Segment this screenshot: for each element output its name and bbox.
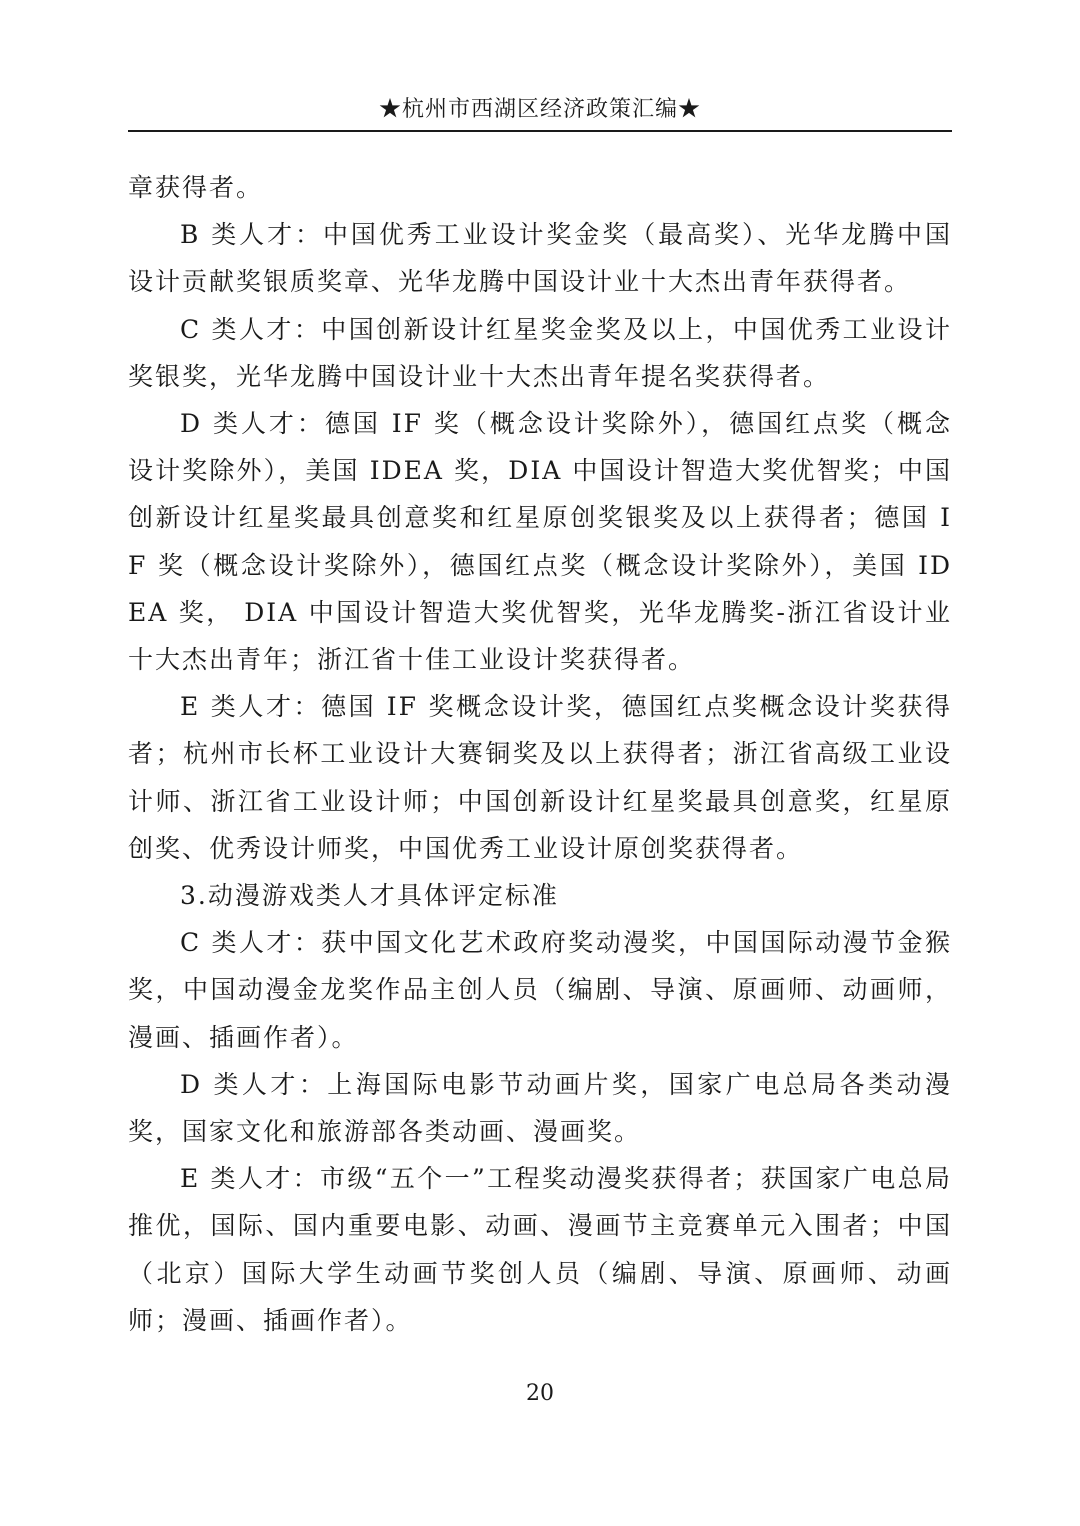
page-number: 20 (526, 1381, 554, 1406)
paragraph-e-class-animation: E 类人才：市级“五个一”工程奖动漫奖获得者；获国家广电总局推优，国际、国内重要电影、动画、漫画节主竞赛单元入围者；中国（北京）国际大学生动画节奖创人员（编剧、导演、原画师、动画师；漫画、插画作者）。 (128, 1164, 952, 1335)
page-header-title: ★杭州市西湖区经济政策汇编★ (378, 97, 701, 122)
paragraph-c-class-design: C 类人才：中国创新设计红星奖金奖及以上，中国优秀工业设计奖银奖，光华龙腾中国设计业十大杰出青年提名奖获得者。 (128, 314, 952, 391)
header-divider (128, 130, 952, 132)
body-text (128, 164, 952, 1344)
paragraph-d-class-design: D 类人才：德国 IF 奖（概念设计奖除外），德国红点奖（概念设计奖除外），美国 IDEA 奖，DIA 中国设计智造大奖优智奖；中国创新设计红星奖最具创意奖和红星原创奖银奖及以上获得者；德国 IF 奖（概念设计奖除外），德国红点奖（概念设计奖除外），美国 IDEA 奖， DIA 中国设计智造大奖优智奖，光华龙腾奖-浙江省设计业十大杰出青年；浙江省十佳工业设计奖获得者。 (128, 409, 952, 675)
paragraph-continuation: 章获得者。 (128, 173, 264, 202)
section-heading-animation: 3.动漫游戏类人才具体评定标准 (180, 881, 559, 911)
paragraph-e-class-design: E 类人才：德国 IF 奖概念设计奖，德国红点奖概念设计奖获得者；杭州市长杯工业设计大赛铜奖及以上获得者；浙江省高级工业设计师、浙江省工业设计师；中国创新设计红星奖最具创意奖，红星原创奖、优秀设计师奖，中国优秀工业设计原创奖获得者。 (128, 692, 952, 863)
paragraph-b-class-design: B 类人才：中国优秀工业设计奖金奖（最高奖）、光华龙腾中国设计贡献奖银质奖章、光华龙腾中国设计业十大杰出青年获得者。 (128, 220, 952, 297)
paragraph-c-class-animation: C 类人才：获中国文化艺术政府奖动漫奖，中国国际动漫节金猴奖，中国动漫金龙奖作品主创人员（编剧、导演、原画师、动画师，漫画、插画作者）。 (128, 928, 952, 1052)
paragraph-d-class-animation: D 类人才：上海国际电影节动画片奖，国家广电总局各类动漫奖，国家文化和旅游部各类动画、漫画奖。 (128, 1069, 952, 1147)
